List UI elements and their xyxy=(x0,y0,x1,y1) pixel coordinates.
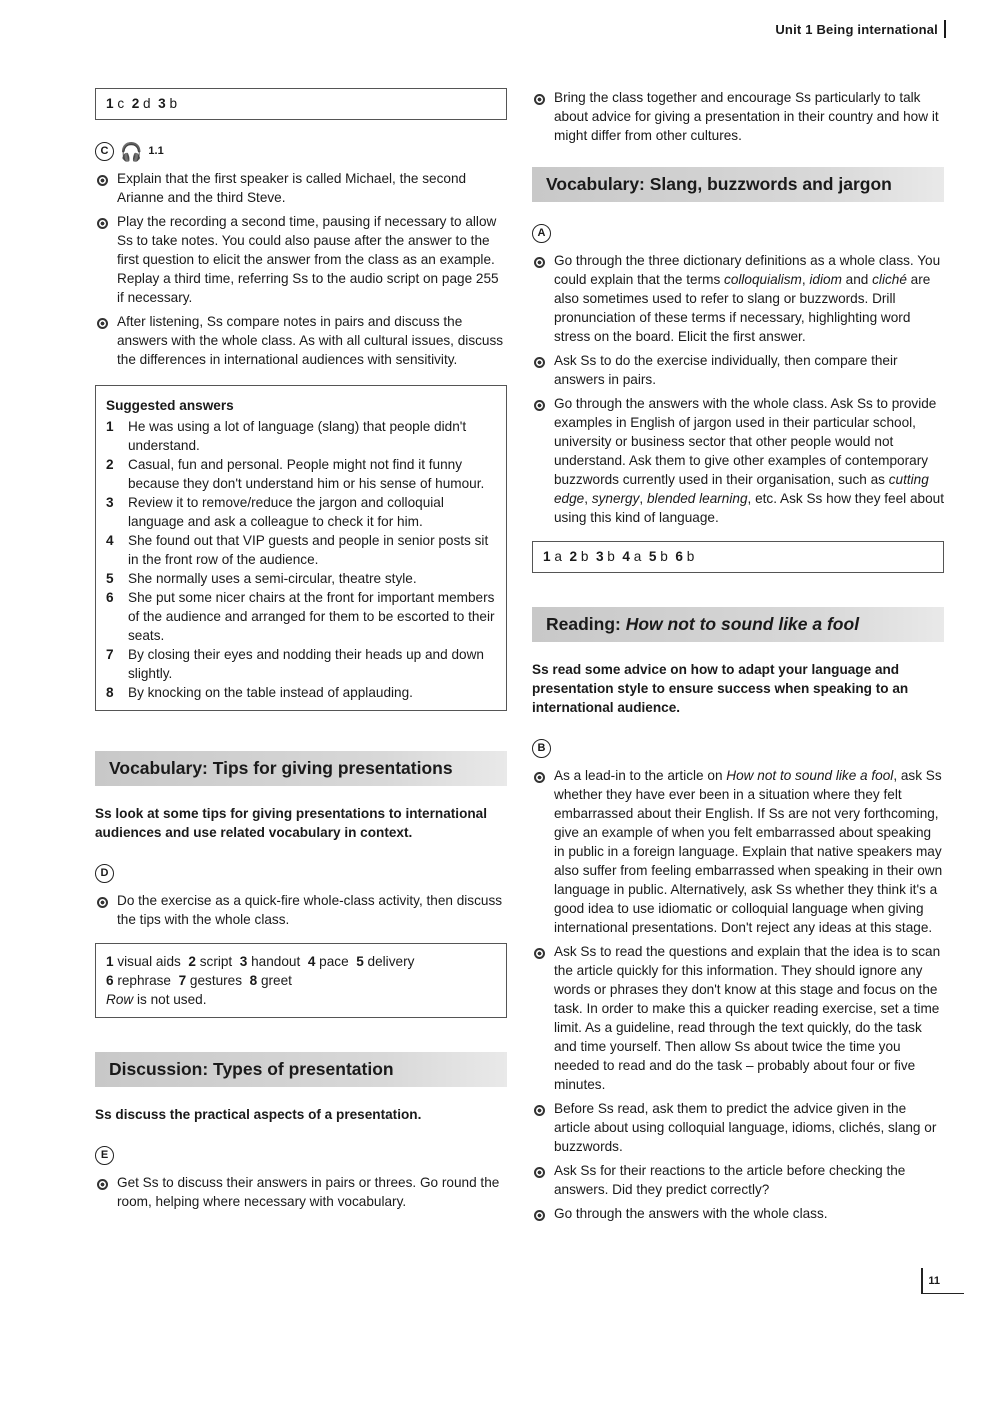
exercise-letter-c: C xyxy=(95,142,114,161)
list-item: 3 Review it to remove/reduce the jargon and colloquial language and ask a colleague to check it for him. xyxy=(106,495,444,529)
list-item: Go through the three dictionary definitions as a whole class. You could explain that the terms colloquialism, idiom and cliché are also sometimes used to refer to slang or buzzwords. Drill pronunciation of these terms if necessary, highlighting word stress on the board. Elicit the first answer. xyxy=(532,251,944,346)
list-item: Get Ss to discuss their answers in pairs or threes. Go round the room, helping where necessary with vocabulary. xyxy=(95,1173,507,1211)
list-item: 2 Casual, fun and personal. People might not find it funny because they don't understand him or his sense of humour. xyxy=(106,457,485,491)
right-column xyxy=(532,88,944,1228)
list-item: Explain that the first speaker is called Michael, the second Arianne and the third Steve. xyxy=(95,169,507,207)
answer-line: 1 visual aids 2 script 3 handout 4 pace 5 delivery xyxy=(106,954,415,969)
list-item: 7 By closing their eyes and nodding their heads up and down slightly. xyxy=(106,647,484,681)
exercise-letter-e: E xyxy=(95,1146,114,1165)
suggested-answers-heading: Suggested answers xyxy=(106,398,234,413)
list-item: 1 He was using a lot of language (slang) that people didn't understand. xyxy=(106,419,467,453)
exercise-e-label xyxy=(95,1146,507,1165)
suggested-answers-box xyxy=(95,385,507,711)
answer-box-c: 1 c 2 d 3 b xyxy=(95,88,507,120)
discussion-follow-up xyxy=(532,88,944,145)
list-item: After listening, Ss compare notes in pairs and discuss the answers with the whole class. As with all cultural issues, discuss the differences in international audiences with sensitivity. xyxy=(95,312,507,369)
list-item: Ask Ss for their reactions to the article before checking the answers. Did they predict correctly? xyxy=(532,1161,944,1199)
exercise-e-instructions xyxy=(95,1173,507,1211)
section-heading-reading: Reading: How not to sound like a fool xyxy=(532,607,944,642)
exercise-a-instructions xyxy=(532,251,944,527)
exercise-a-label xyxy=(532,224,944,243)
exercise-c-label xyxy=(95,142,507,161)
running-head-rule xyxy=(944,20,946,38)
list-item: Go through the answers with the whole class. xyxy=(532,1204,944,1223)
list-item: Ask Ss to do the exercise individually, then compare their answers in pairs. xyxy=(532,351,944,389)
list-item: As a lead-in to the article on How not to sound like a fool, ask Ss whether they have ever been in a situation where they felt embarrassed about their English. If Ss are not very forthcoming, give an example of when you felt embarrassed about speaking in public in a foreign language. Explain that native speakers may also suffer from feeling embarrassed when speaking in their own language in public. Alternatively, ask Ss whether they think it's a good idea to use idiomatic or colloquial language when giving international presentations. Don't reject any ideas at this stage. xyxy=(532,766,944,937)
running-head: Unit 1 Being international xyxy=(775,20,946,39)
exercise-d-instructions xyxy=(95,891,507,929)
section-heading-vocab-slang: Vocabulary: Slang, buzzwords and jargon xyxy=(532,167,944,202)
section-lead-vocab-tips: Ss look at some tips for giving presentations to international audiences and use related vocabulary in context. xyxy=(95,806,488,840)
exercise-letter-b: B xyxy=(532,739,551,758)
exercise-letter-d: D xyxy=(95,864,114,883)
list-item: 4 She found out that VIP guests and people in senior posts sit in the front row of the audience. xyxy=(106,533,489,567)
audio-track-number: 1.1 xyxy=(148,145,164,157)
left-column xyxy=(95,88,507,1216)
section-lead-reading: Ss read some advice on how to adapt your language and presentation style to ensure success when speaking to an international audience. xyxy=(532,662,909,715)
answer-note: Row is not used. xyxy=(106,992,207,1007)
list-item: Bring the class together and encourage Ss particularly to talk about advice for giving a presentation in their country and how it might differ from other cultures. xyxy=(532,88,944,145)
page-number: 11 xyxy=(921,1268,964,1294)
exercise-d-label xyxy=(95,864,507,883)
suggested-answers-list xyxy=(106,417,496,702)
list-item: Before Ss read, ask them to predict the advice given in the article about using colloquial language, idioms, clichés, slang or buzzwords. xyxy=(532,1099,944,1156)
audio-headphones-icon: 🎧 xyxy=(120,141,143,162)
exercise-c-instructions xyxy=(95,169,507,369)
answer-box-d xyxy=(95,943,507,1018)
exercise-letter-a: A xyxy=(532,224,551,243)
section-heading-vocab-tips: Vocabulary: Tips for giving presentations xyxy=(95,751,507,786)
list-item: Go through the answers with the whole class. Ask Ss to provide examples in English of jargon used in their particular school, university or business sector that other people would not understand. Ask them to give other examples of contemporary buzzwords currently used in their organisation, such as cutting edge, synergy, blended learning, etc. Ask Ss how they feel about using this kind of language. xyxy=(532,394,944,527)
answer-line: 6 rephrase 7 gestures 8 greet xyxy=(106,973,292,988)
list-item: Ask Ss to read the questions and explain that the idea is to scan the article quickly for this information. They should ignore any words or phrases they don't know at this stage and focus on the task. In order to make this a quicker reading exercise, set a time limit. As a guideline, read through the text quickly, do the task and time yourself. Then allow Ss about twice the time you needed to read and do the task – probably about four or five minutes. xyxy=(532,942,944,1094)
list-item: Do the exercise as a quick-fire whole-class activity, then discuss the tips with the whole class. xyxy=(95,891,507,929)
list-item: Play the recording a second time, pausing if necessary to allow Ss to take notes. You could also pause after the answer to the first question to elicit the answer from the class as an example. Replay a third time, referring Ss to the audio script on page 255 if necessary. xyxy=(95,212,507,307)
section-heading-discussion: Discussion: Types of presentation xyxy=(95,1052,507,1087)
exercise-b-instructions xyxy=(532,766,944,1223)
list-item: 5 She normally uses a semi-circular, theatre style. xyxy=(106,571,417,586)
answer-box-a: 1 a 2 b 3 b 4 a 5 b 6 b xyxy=(532,541,944,573)
exercise-b-label xyxy=(532,739,944,758)
list-item: 8 By knocking on the table instead of applauding. xyxy=(106,685,413,700)
list-item: 6 She put some nicer chairs at the front for important members of the audience and arranged for them to be escorted to their seats. xyxy=(106,590,495,643)
section-lead-discussion: Ss discuss the practical aspects of a presentation. xyxy=(95,1107,422,1122)
